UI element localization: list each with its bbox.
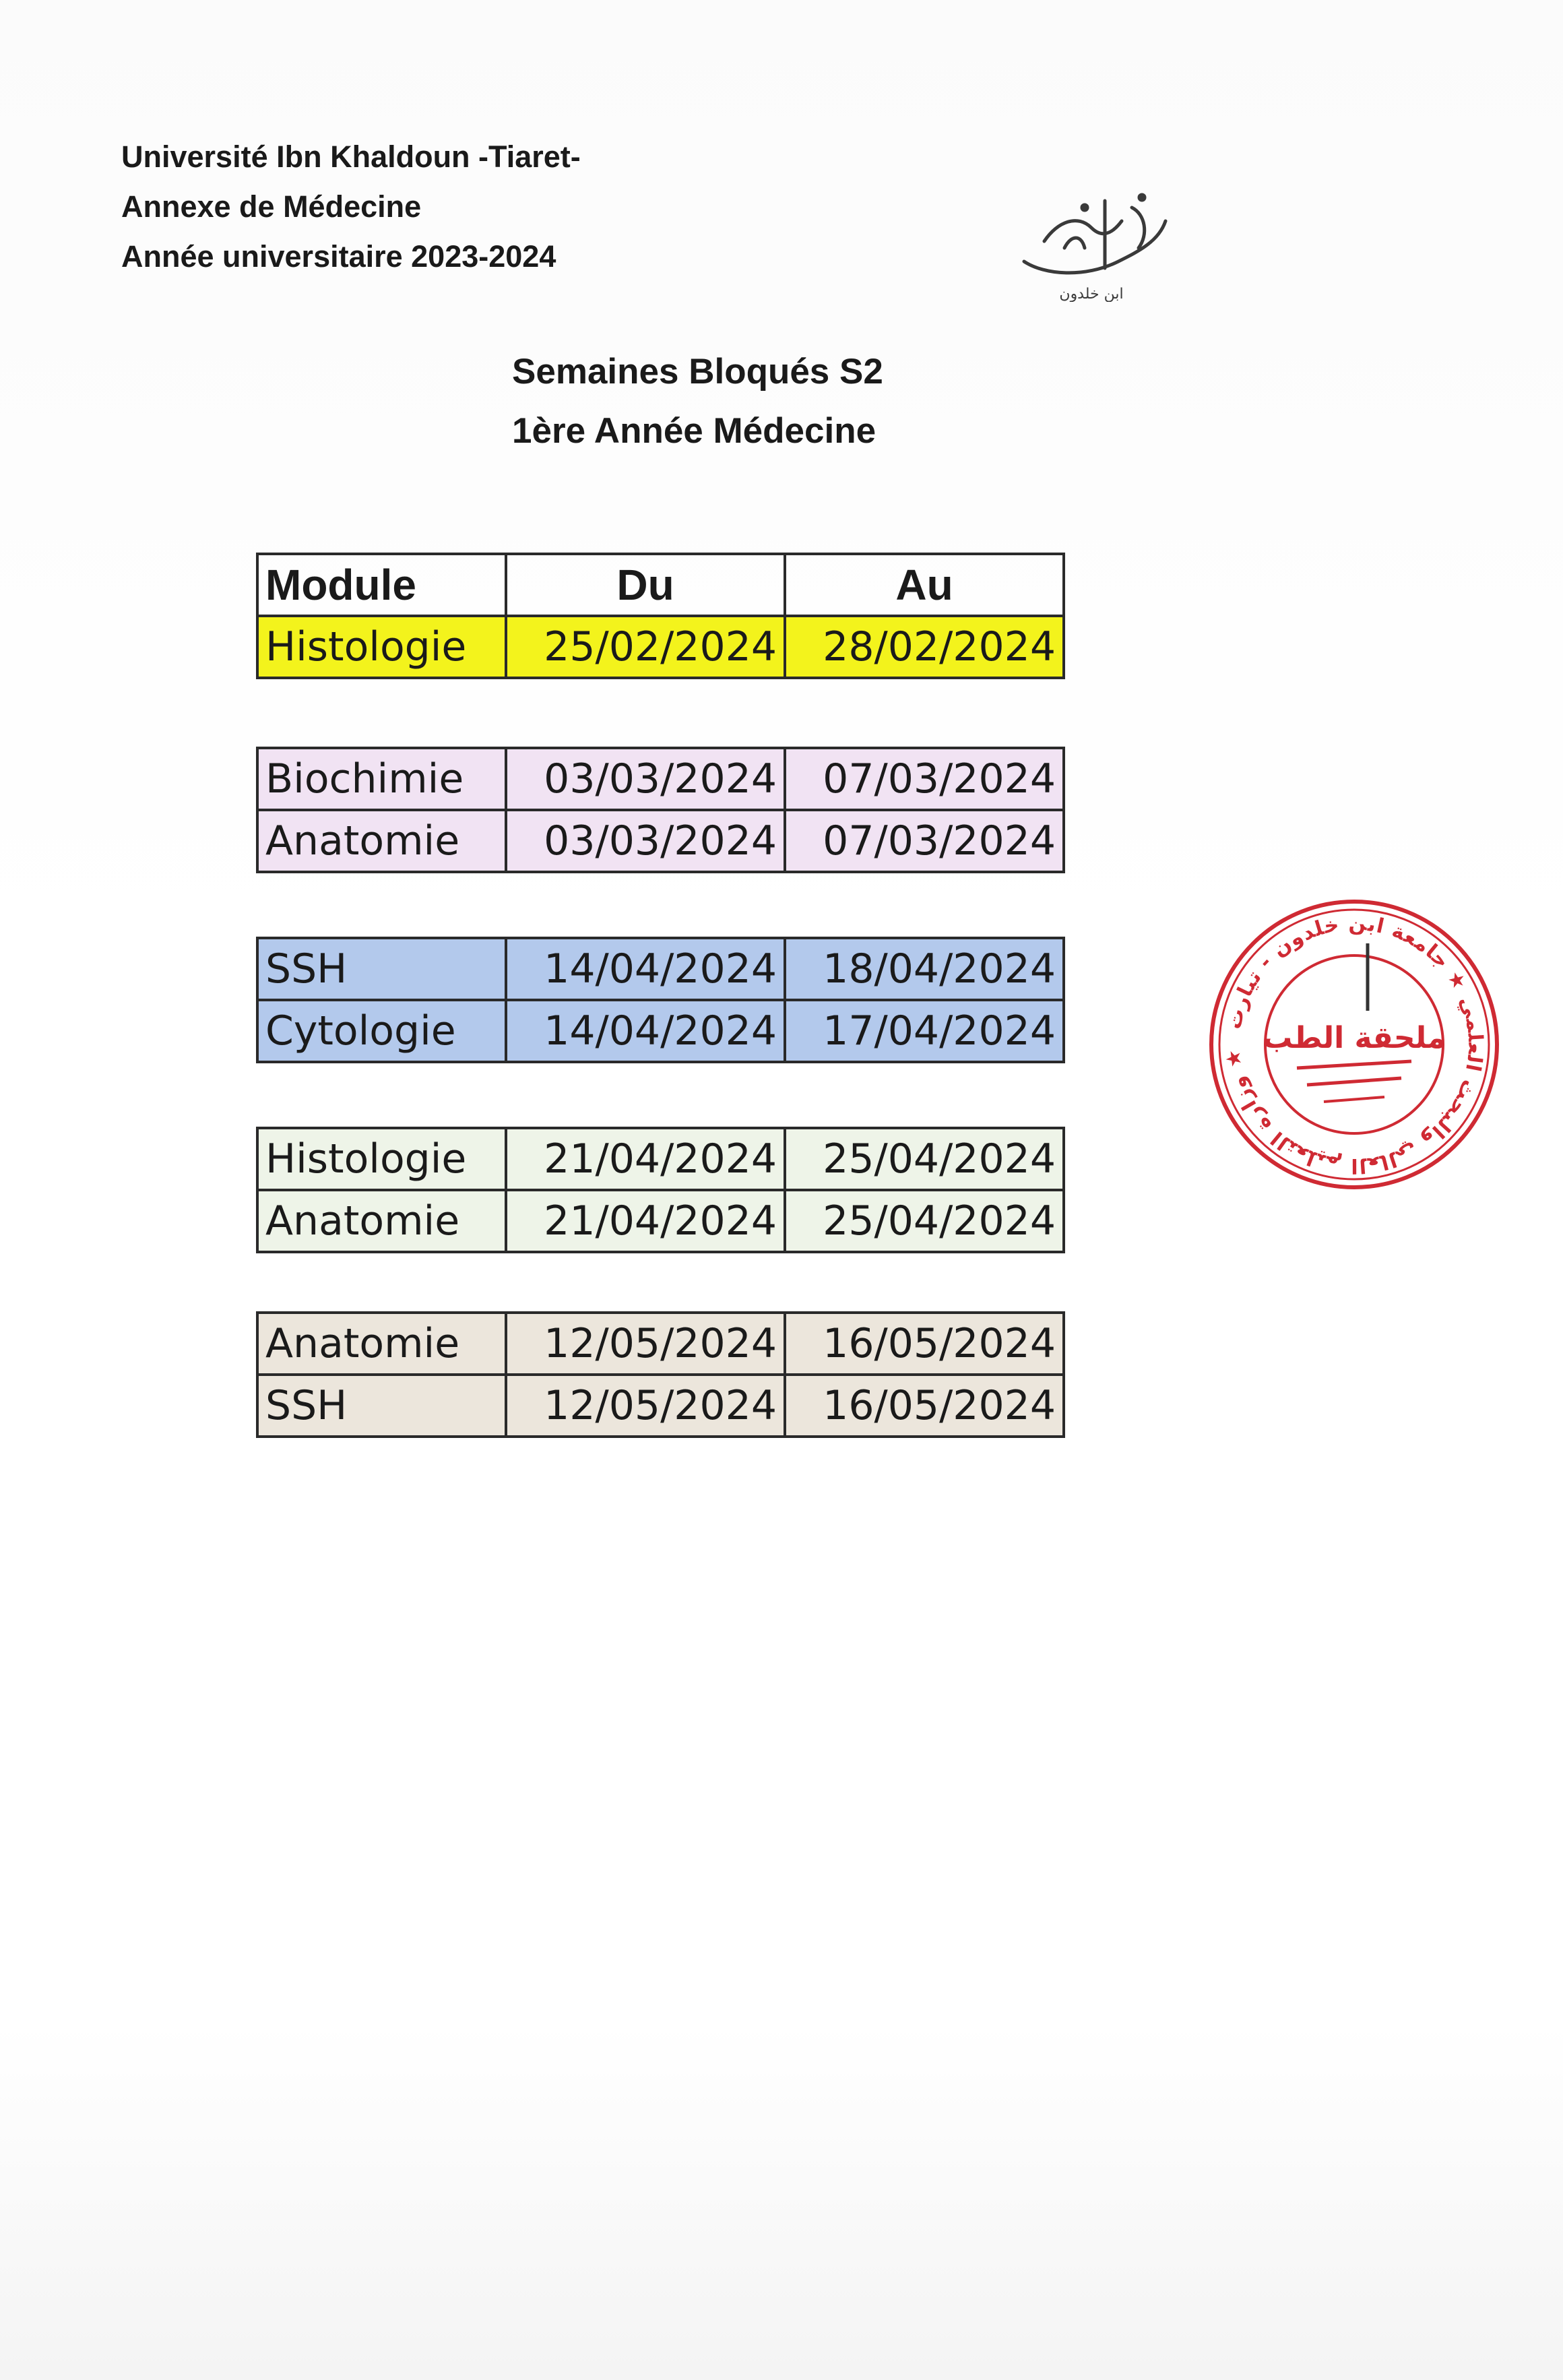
stamp-center-text: ملحقة الطب (1263, 1021, 1446, 1055)
module-cell: Histologie (257, 1128, 506, 1190)
university-name: Université Ibn Khaldoun -Tiaret- (121, 139, 581, 174)
table-row (257, 1128, 1064, 1190)
header-du: Du (506, 554, 785, 616)
module-cell: Anatomie (257, 1190, 506, 1252)
module-cell: SSH (257, 938, 506, 1000)
title-line-2: 1ère Année Médecine (512, 411, 876, 451)
logo-text: ابن خلدون (1059, 286, 1124, 302)
end-date-cell: 07/03/2024 (785, 810, 1064, 872)
end-date-cell: 16/05/2024 (785, 1375, 1064, 1437)
start-date-cell: 12/05/2024 (506, 1375, 785, 1437)
module-cell: Anatomie (257, 1313, 506, 1375)
end-date-cell: 25/04/2024 (785, 1190, 1064, 1252)
start-date-cell: 25/02/2024 (506, 616, 785, 678)
table-row (257, 1190, 1064, 1252)
faculty-name: Annexe de Médecine (121, 189, 422, 224)
academic-year: Année universitaire 2023-2024 (121, 239, 556, 274)
start-date-cell: 12/05/2024 (506, 1313, 785, 1375)
schedule-table-1 (256, 553, 1065, 679)
start-date-cell: 21/04/2024 (506, 1190, 785, 1252)
schedule-table-3 (256, 937, 1065, 1063)
table-row (257, 1375, 1064, 1437)
start-date-cell: 03/03/2024 (506, 810, 785, 872)
stamp-ring-text: وزارة التعليم العالي والبحث العلمي ★ جامعة ابن خلدون - تيارت ★ (1221, 911, 1488, 1178)
table-header-row (257, 554, 1064, 616)
start-date-cell: 14/04/2024 (506, 1000, 785, 1062)
schedule-table-4 (256, 1127, 1065, 1253)
end-date-cell: 07/03/2024 (785, 748, 1064, 810)
schedule-table-2 (256, 747, 1065, 873)
header-module: Module (257, 554, 506, 616)
university-logo (1004, 167, 1179, 302)
schedule-table-5 (256, 1311, 1065, 1438)
header-au: Au (785, 554, 1064, 616)
table-row (257, 810, 1064, 872)
start-date-cell: 03/03/2024 (506, 748, 785, 810)
module-cell: SSH (257, 1375, 506, 1437)
start-date-cell: 21/04/2024 (506, 1128, 785, 1190)
module-cell: Cytologie (257, 1000, 506, 1062)
table-row (257, 938, 1064, 1000)
module-cell: Anatomie (257, 810, 506, 872)
official-stamp (1206, 896, 1502, 1193)
end-date-cell: 18/04/2024 (785, 938, 1064, 1000)
title-line-1: Semaines Bloqués S2 (512, 352, 883, 392)
end-date-cell: 16/05/2024 (785, 1313, 1064, 1375)
table-row (257, 748, 1064, 810)
end-date-cell: 17/04/2024 (785, 1000, 1064, 1062)
document-titles (512, 342, 883, 461)
table-row (257, 1313, 1064, 1375)
module-cell: Histologie (257, 616, 506, 678)
module-cell: Biochimie (257, 748, 506, 810)
table-row (257, 1000, 1064, 1062)
end-date-cell: 25/04/2024 (785, 1128, 1064, 1190)
table-row (257, 616, 1064, 678)
document-header (121, 132, 581, 282)
end-date-cell: 28/02/2024 (785, 616, 1064, 678)
start-date-cell: 14/04/2024 (506, 938, 785, 1000)
